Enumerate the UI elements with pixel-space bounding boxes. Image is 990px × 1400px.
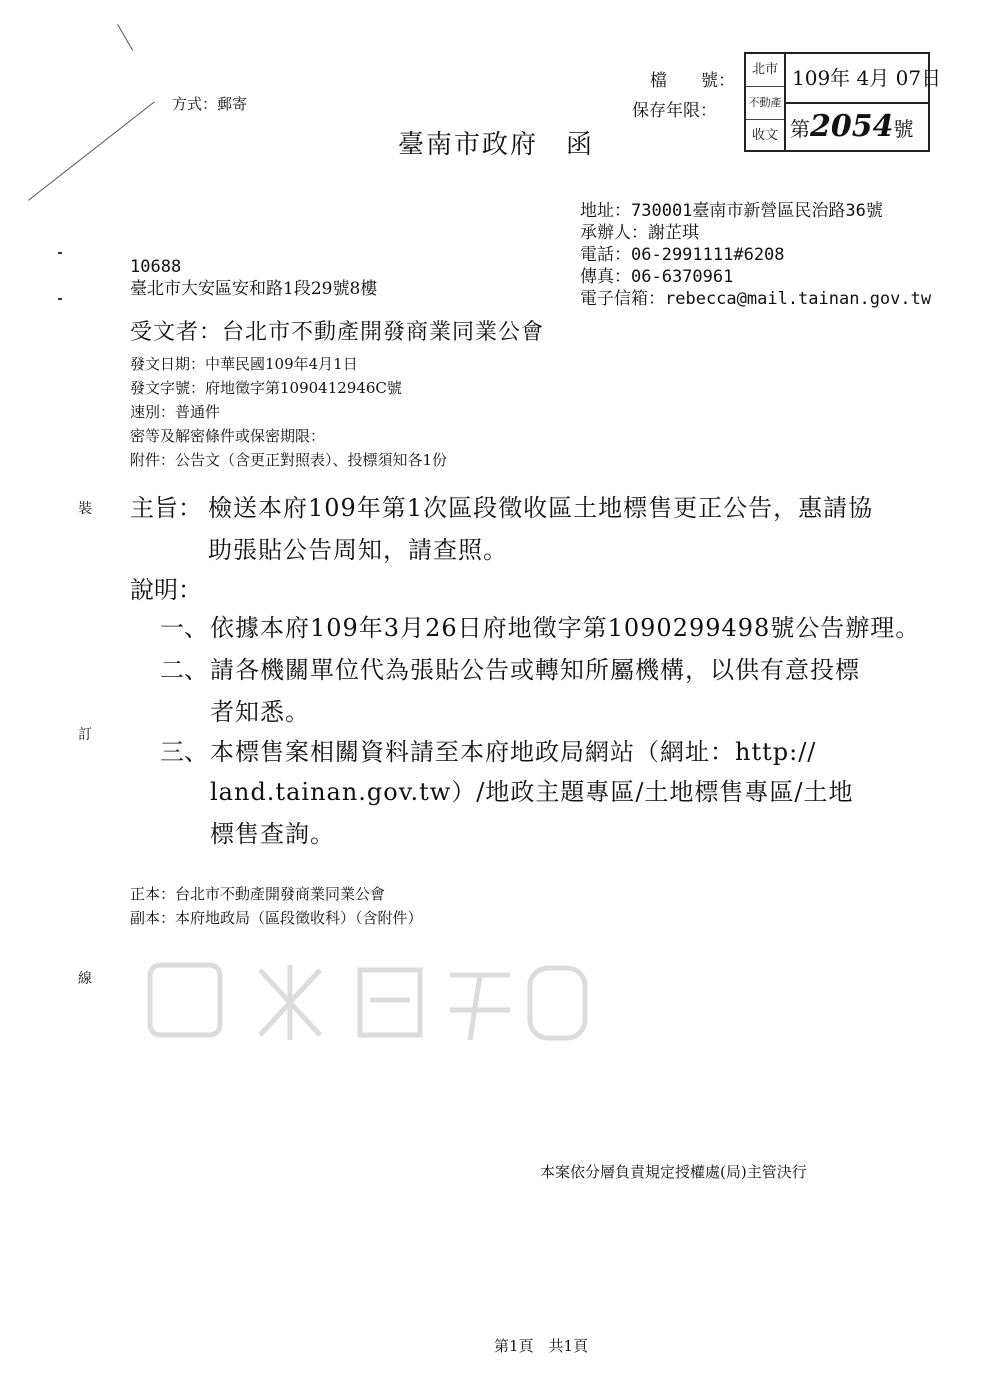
item-3-line-2: land.tainan.gov.tw）/地政主題專區/土地標售專區/土地 — [210, 778, 854, 806]
recipient-postal-code: 10688 — [130, 257, 182, 277]
page-number: 第1頁 共1頁 — [494, 1337, 589, 1355]
original-recipient: 正本：台北市不動產開發商業同業公會 — [130, 885, 386, 903]
item-1-line-1: 依據本府109年3月26日府地徵字第1090299498號公告辦理。 — [210, 614, 921, 642]
delivery-method: 方式：郵寄 — [172, 95, 248, 113]
item-2-number: 二、 — [160, 656, 208, 684]
faded-seal-stamp — [140, 950, 590, 1045]
stamp-org-line1: 北市 — [746, 54, 784, 87]
subject-label: 主旨： — [130, 494, 202, 522]
item-3-line-3: 標售查詢。 — [210, 820, 335, 848]
sender-address: 地址：730001臺南市新營區民治路36號 — [580, 201, 883, 221]
stamp-date-year: 109年 — [792, 66, 851, 90]
binding-mark-zhuang: 裝 — [78, 501, 92, 517]
stamp-number — [786, 104, 928, 150]
sender-email: 電子信箱：rebecca@mail.tainan.gov.tw — [580, 289, 932, 309]
scan-artifact-line — [117, 24, 133, 50]
item-2-line-2: 者知悉。 — [210, 698, 310, 726]
sender-fax: 傳真：06-6370961 — [580, 267, 734, 287]
issue-date: 發文日期：中華民國109年4月1日 — [130, 355, 358, 373]
binding-tick — [58, 252, 62, 254]
stamp-number-suffix: 號 — [893, 117, 914, 141]
item-1-number: 一、 — [160, 614, 208, 642]
binding-mark-ding: 訂 — [78, 727, 92, 743]
recipient-block — [130, 256, 377, 300]
stamp-org-line2: 不動產 — [746, 87, 784, 120]
document-number: 發文字號：府地徵字第1090412946C號 — [130, 379, 402, 397]
stamp-org-line3: 收文 — [751, 128, 778, 143]
page-title: 臺南市政府 函 — [398, 130, 595, 160]
sender-phone: 電話：06-2991111#6208 — [580, 245, 785, 265]
binding-tick — [58, 298, 62, 300]
retention-label: 保存年限： — [632, 101, 717, 121]
explanation-label: 說明： — [130, 576, 202, 604]
subject-line-1: 檢送本府109年第1次區段徵收區土地標售更正公告，惠請協 — [208, 494, 874, 522]
item-3-line-1: 本標售案相關資料請至本府地政局網站（網址：http:// — [210, 738, 817, 766]
secrecy-level: 密等及解密條件或保密期限： — [130, 427, 326, 445]
attachments: 附件：公告文（含更正對照表）、投標須知各1份 — [130, 451, 448, 469]
stamp-number-prefix: 第 — [790, 117, 810, 141]
stamp-date-month: 4月 — [856, 66, 890, 90]
sender-block — [580, 200, 931, 310]
subject-line-2: 助張貼公告周知，請查照。 — [208, 536, 508, 564]
binding-mark-xian: 線 — [78, 971, 92, 987]
recipient-address: 臺北市大安區安和路1段29號8樓 — [130, 279, 378, 299]
sender-handler: 承辦人：謝芷琪 — [580, 223, 699, 243]
item-2-line-1: 請各機關單位代為張貼公告或轉知所屬機構，以供有意投標 — [210, 656, 860, 684]
receiver-line: 受文者：台北市不動產開發商業同業公會 — [130, 320, 545, 345]
copy-recipient: 副本：本府地政局（區段徵收科）（含附件） — [130, 909, 423, 927]
stamp-number-value: 2054 — [810, 109, 894, 144]
receipt-stamp — [744, 52, 942, 152]
stamp-date — [786, 54, 942, 104]
stamp-date-day: 07日 — [895, 66, 942, 90]
authority-note: 本案依分層負責規定授權處(局)主管決行 — [540, 1163, 807, 1181]
file-number-label: 檔 號： — [650, 71, 735, 91]
speed-class: 速別：普通件 — [130, 403, 221, 421]
scan-artifact-line — [28, 101, 155, 200]
item-3-number: 三、 — [160, 738, 208, 766]
